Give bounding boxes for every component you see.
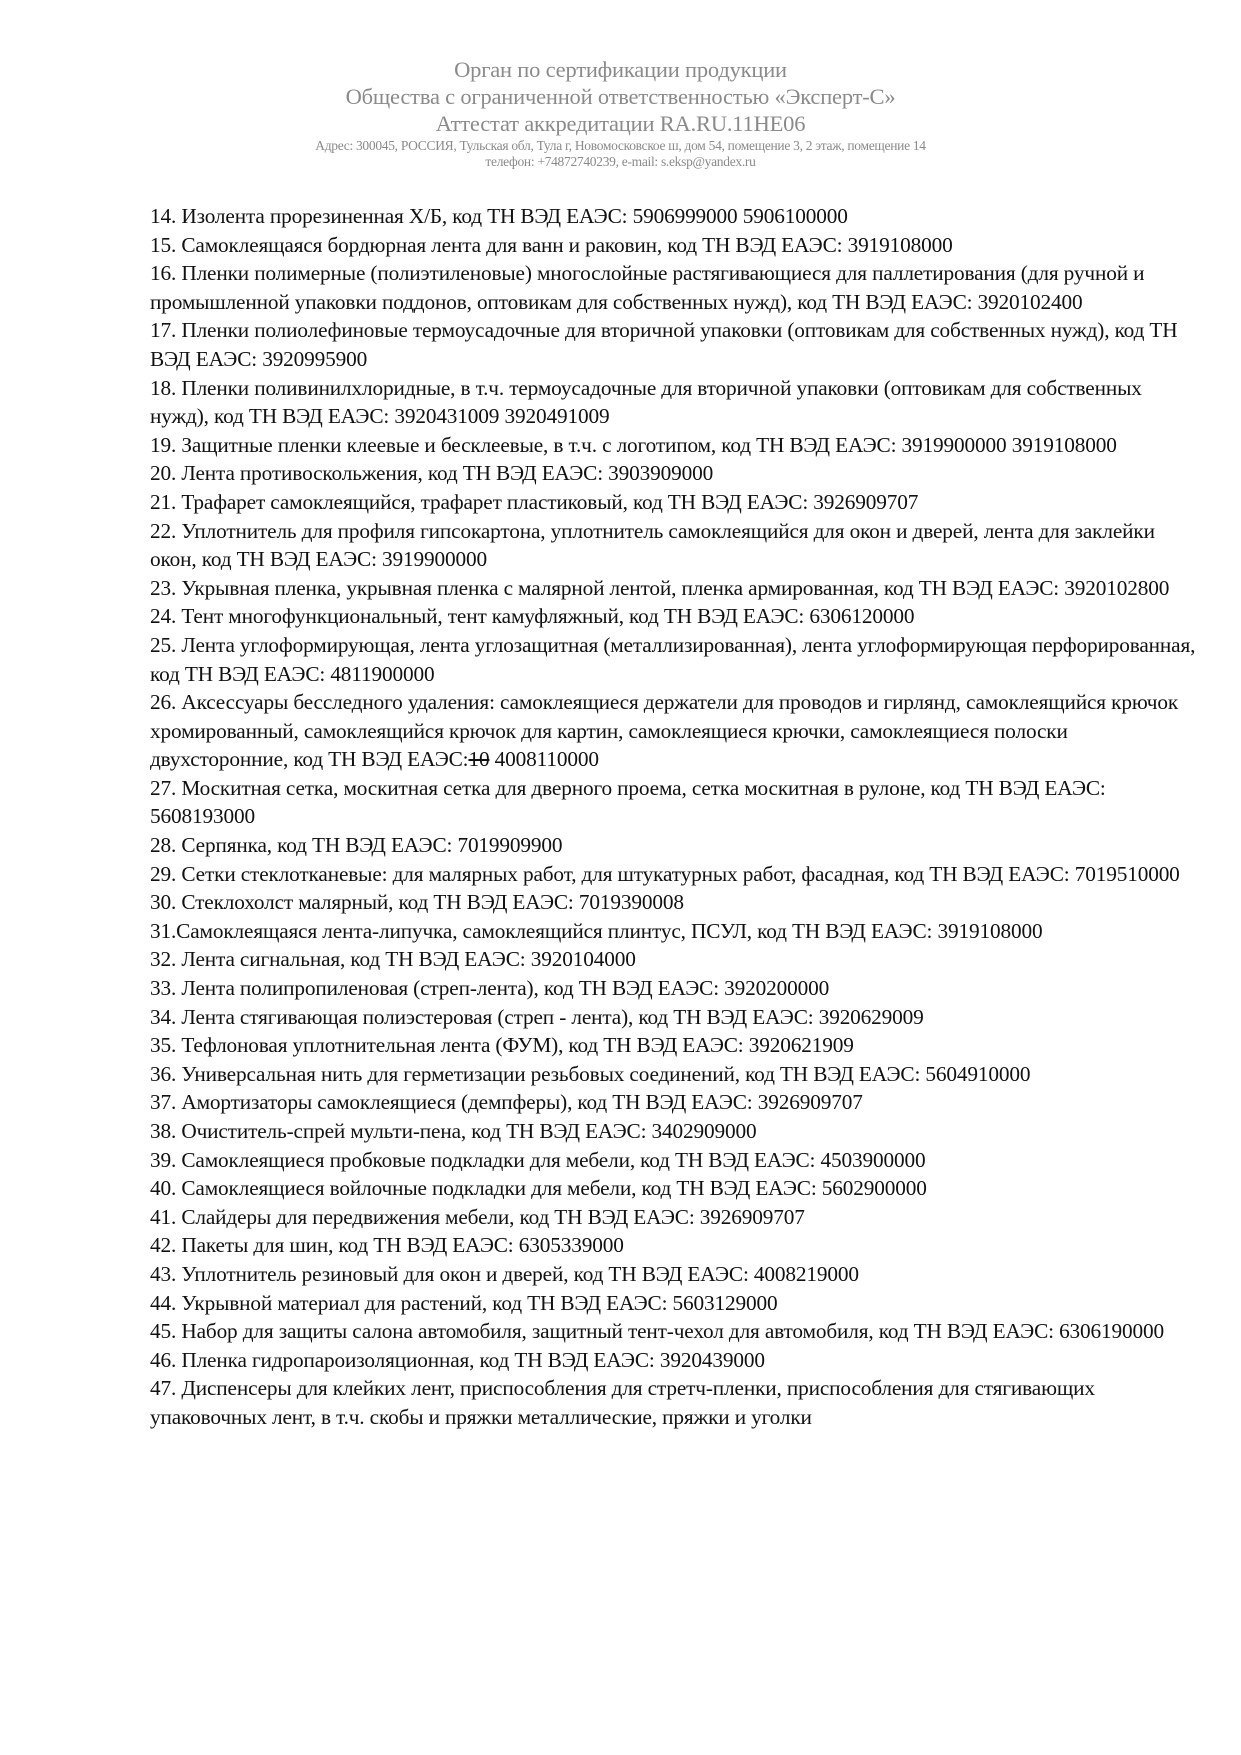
- list-item: 38. Очиститель-спрей мульти-пена, код ТН ВЭД ЕАЭС: 3402909000: [150, 1119, 757, 1143]
- header-accreditation: Аттестат аккредитации RA.RU.11НЕ06: [435, 111, 806, 136]
- list-item: 44. Укрывной материал для растений, код ТН ВЭД ЕАЭС: 5603129000: [150, 1290, 778, 1315]
- list-item: 32. Лента сигнальная, код ТН ВЭД ЕАЭС: 3920104000: [150, 947, 636, 972]
- list-item: 35. Тефлоновая уплотнительная лента (ФУМ), код ТН ВЭД ЕАЭС: 3920621909: [150, 1033, 854, 1058]
- list-item: 25. Лента углоформирующая, лента углозащитная (металлизированная), лента углоформирующая перфорированная, код ТН ВЭД ЕАЭС: 4811900000: [150, 632, 1196, 686]
- list-item: 22. Уплотнитель для профиля гипсокартона, уплотнитель самоклеящийся для окон и дверей, лента для заклейки окон, код ТН ВЭД ЕАЭС: 3919900000: [150, 518, 1155, 572]
- list-item: 30. Стеклохолст малярный, код ТН ВЭД ЕАЭС: 7019390008: [150, 890, 684, 915]
- list-item: 34. Лента стягивающая полиэстеровая (стреп - лента), код ТН ВЭД ЕАЭС: 3920629009: [150, 1004, 924, 1029]
- list-item: 42. Пакеты для шин, код ТН ВЭД ЕАЭС: 6305339000: [150, 1233, 624, 1258]
- list-item: 40. Самоклеящиеся войлочные подкладки для мебели, код ТН ВЭД ЕАЭС: 5602900000: [150, 1176, 927, 1201]
- list-item: 31.Самоклеящаяся лента-липучка, самоклеящийся плинтус, ПСУЛ, код ТН ВЭД ЕАЭС: 3919108000: [150, 918, 1043, 943]
- header-organization: Общества с ограниченной ответственностью «Эксперт-С»: [345, 84, 896, 109]
- header-title: Орган по сертификации продукции: [454, 57, 787, 82]
- list-item: 24. Тент многофункциональный, тент камуфляжный, код ТН ВЭД ЕАЭС: 6306120000: [150, 604, 915, 629]
- list-item: 18. Пленки поливинилхлоридные, в т.ч. термоусадочные для вторичной упаковки (оптовикам для собственных нужд), код ТН ВЭД ЕАЭС: 3920431009 3920491009: [150, 375, 1142, 429]
- list-item: 15. Самоклеящаяся бордюрная лента для ванн и раковин, код ТН ВЭД ЕАЭС: 3919108000: [150, 232, 953, 257]
- list-item: 23. Укрывная пленка, укрывная пленка с малярной лентой, пленка армированная, код ТН ВЭД ЕАЭС: 3920102800: [150, 575, 1170, 600]
- list-item: 37. Амортизаторы самоклеящиеся (демпферы), код ТН ВЭД ЕАЭС: 3926909707: [150, 1090, 863, 1115]
- list-item: 14. Изолента прорезиненная Х/Б, код ТН ВЭД ЕАЭС: 5906999000 5906100000: [150, 204, 848, 228]
- list-item: 47. Диспенсеры для клейких лент, приспособления для стретч-пленки, приспособления для стягивающих упаковочных лент, в т.ч. скобы и пряжки металлические, пряжки и уголки: [150, 1376, 1095, 1429]
- list-item: 43. Уплотнитель резиновый для окон и дверей, код ТН ВЭД ЕАЭС: 4008219000: [150, 1261, 859, 1286]
- struck-code-fragment: 10: [468, 747, 490, 772]
- list-item: 27. Москитная сетка, москитная сетка для дверного проема, сетка москитная в рулоне, код ТН ВЭД ЕАЭС: 5608193000: [150, 775, 1106, 829]
- list-item: 19. Защитные пленки клеевые и бесклеевые, в т.ч. с логотипом, код ТН ВЭД ЕАЭС: 3919900000 3919108000: [150, 432, 1117, 457]
- list-item: 36. Универсальная нить для герметизации резьбовых соединений, код ТН ВЭД ЕАЭС: 5604910000: [150, 1061, 1031, 1086]
- list-item: 21. Трафарет самоклеящийся, трафарет пластиковый, код ТН ВЭД ЕАЭС: 3926909707: [150, 489, 919, 514]
- list-item: 20. Лента противоскольжения, код ТН ВЭД ЕАЭС: 3903909000: [150, 461, 714, 486]
- list-item: 26. Аксессуары бесследного удаления: самоклеящиеся держатели для проводов и гирлянд, самоклеящийся крючок хромированный, самоклеящийся крючок для картин, самоклеящиеся крючки, самоклеящиеся полоски двухсторонние, код ТН ВЭД ЕАЭС:10 4008110000: [150, 690, 1179, 772]
- certification-body-header: [0, 56, 1241, 170]
- list-item: 46. Пленка гидропароизоляционная, код ТН ВЭД ЕАЭС: 3920439000: [150, 1347, 765, 1372]
- list-item: 16. Пленки полимерные (полиэтиленовые) многослойные растягивающиеся для паллетирования (для ручной и промышленной упаковки поддонов, оптовикам для собственных нужд), код ТН ВЭД ЕАЭС: 3920102400: [150, 261, 1145, 314]
- list-item: 39. Самоклеящиеся пробковые подкладки для мебели, код ТН ВЭД ЕАЭС: 4503900000: [150, 1147, 926, 1172]
- list-item: 33. Лента полипропиленовая (стреп-лента), код ТН ВЭД ЕАЭС: 3920200000: [150, 976, 830, 1001]
- list-item: 41. Слайдеры для передвижения мебели, код ТН ВЭД ЕАЭС: 3926909707: [150, 1204, 805, 1229]
- list-item: 45. Набор для защиты салона автомобиля, защитный тент-чехол для автомобиля, код ТН ВЭД ЕАЭС: 6306190000: [150, 1319, 1165, 1344]
- header-contacts: телефон: +74872740239, e-mail: s.eksp@yandex.ru: [485, 154, 756, 169]
- header-address: Адрес: 300045, РОССИЯ, Тульская обл, Тула г, Новомосковское ш, дом 54, помещение 3, 2 этаж, помещение 14: [315, 138, 926, 153]
- list-item: 29. Сетки стеклотканевые: для малярных работ, для штукатурных работ, фасадная, код ТН ВЭД ЕАЭС: 7019510000: [150, 861, 1180, 886]
- list-item: 17. Пленки полиолефиновые термоусадочные для вторичной упаковки (оптовикам для собственных нужд), код ТН ВЭД ЕАЭС: 3920995900: [150, 318, 1178, 371]
- list-item: 28. Серпянка, код ТН ВЭД ЕАЭС: 7019909900: [150, 833, 563, 858]
- product-list: [150, 202, 1200, 1432]
